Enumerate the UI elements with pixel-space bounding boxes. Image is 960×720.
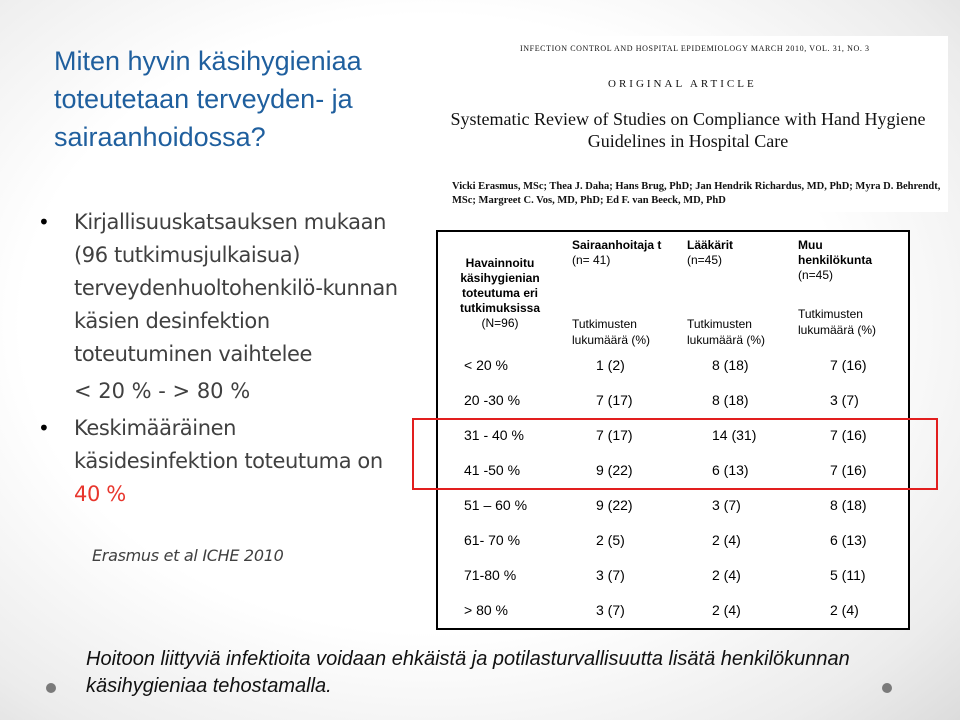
cell-range: 41 -50 % xyxy=(464,462,521,478)
cell-doctors: 8 (18) xyxy=(712,357,749,373)
cell-nurses: 7 (17) xyxy=(596,392,633,408)
cell-range: 71-80 % xyxy=(464,567,517,583)
cell-other: 2 (4) xyxy=(830,602,859,618)
cell-range: 61- 70 % xyxy=(464,532,521,548)
highlight-value: 40 % xyxy=(74,482,126,506)
cell-other: 8 (18) xyxy=(830,497,867,513)
cell-doctors: 3 (7) xyxy=(712,497,741,513)
cell-range: > 80 % xyxy=(464,602,508,618)
cell-nurses: 1 (2) xyxy=(596,357,625,373)
table-header-doctors xyxy=(687,238,777,268)
table-row xyxy=(438,383,908,418)
header-label: Lääkärit xyxy=(687,238,734,252)
bullet-item xyxy=(38,412,398,511)
header-count: (n=45) xyxy=(798,268,834,282)
cell-doctors: 2 (4) xyxy=(712,567,741,583)
footer-dot-icon xyxy=(46,683,56,693)
cell-other: 3 (7) xyxy=(830,392,859,408)
footer-dot-icon xyxy=(882,683,892,693)
cell-other: 5 (11) xyxy=(830,567,866,583)
cell-range: 31 - 40 % xyxy=(464,427,524,443)
cell-nurses: 9 (22) xyxy=(596,462,633,478)
cell-doctors: 2 (4) xyxy=(712,602,741,618)
header-count: (n=45) xyxy=(687,253,723,267)
table-row xyxy=(438,488,908,523)
cell-other: 7 (16) xyxy=(830,427,867,443)
bullet-dot-icon: • xyxy=(38,210,50,234)
header-count: (n= 41) xyxy=(572,253,611,267)
cell-doctors: 2 (4) xyxy=(712,532,741,548)
subheader-study-count: Tutkimusten lukumäärä (%) xyxy=(687,317,766,347)
footer-note: Hoitoon liittyviä infektioita voidaan ehkäistä ja potilasturvallisuutta lisätä henkilökunnan käsihygieniaa tehostamalla. xyxy=(86,648,850,697)
cell-doctors: 14 (31) xyxy=(712,427,757,443)
table-row xyxy=(438,593,908,628)
header-count: (N=96) xyxy=(481,316,519,330)
article-authors: Vicki Erasmus, MSc; Thea J. Daha; Hans Brug, PhD; Jan Hendrik Richardus, MD, PhD; Myra D. Behrendt, MSc; Margreet C. Vos, MD, PhD; Ed F. van Beeck, MD, PhD xyxy=(452,181,941,206)
table-row xyxy=(438,348,908,383)
article-type: ORIGINAL ARTICLE xyxy=(608,78,757,90)
cell-doctors: 6 (13) xyxy=(712,462,749,478)
subheader-study-count: Tutkimusten lukumäärä (%) xyxy=(572,317,651,347)
cell-other: 7 (16) xyxy=(830,462,867,478)
table-header-observed xyxy=(448,256,552,331)
journal-line: INFECTION CONTROL AND HOSPITAL EPIDEMIOLOGY MARCH 2010, VOL. 31, NO. 3 xyxy=(520,44,870,53)
cell-nurses: 9 (22) xyxy=(596,497,633,513)
bullet-text: Kirjallisuuskatsauksen mukaan (96 tutkimusjulkaisua) terveydenhuoltohenkilö-kunnan käsien desinfektion toteutuminen vaihtelee xyxy=(74,210,398,366)
cell-nurses: 3 (7) xyxy=(596,602,625,618)
range-line: < 20 % - > 80 % xyxy=(74,379,251,403)
cell-nurses: 3 (7) xyxy=(596,567,625,583)
table-row xyxy=(438,558,908,593)
cell-range: 51 – 60 % xyxy=(464,497,528,513)
table-row xyxy=(438,523,908,558)
article-header-image xyxy=(408,36,948,212)
cell-range: 20 -30 % xyxy=(464,392,521,408)
table-header-nurses xyxy=(572,238,668,268)
header-label: Sairaanhoitaja t xyxy=(572,238,662,252)
cell-doctors: 8 (18) xyxy=(712,392,749,408)
slide-title: Miten hyvin käsihygieniaa toteutetaan terveyden- ja sairaanhoidossa? xyxy=(54,46,362,152)
bullet-item xyxy=(38,206,398,371)
cell-other: 6 (13) xyxy=(830,532,867,548)
article-title: Systematic Review of Studies on Compliance with Hand Hygiene Guidelines in Hospital Care xyxy=(450,109,926,151)
cell-other: 7 (16) xyxy=(830,357,867,373)
highlight-box xyxy=(412,418,938,490)
bullet-text: Keskimääräinen käsidesinfektion toteutuma on xyxy=(74,416,383,473)
cell-nurses: 2 (5) xyxy=(596,532,625,548)
table-header-other-staff xyxy=(798,238,894,283)
bullet-dot-icon: • xyxy=(38,416,50,440)
bullet-list xyxy=(38,206,398,511)
header-label: Havainnoitu käsihygienian toteutuma eri tutkimuksissa xyxy=(459,256,541,315)
citation: Erasmus et al ICHE 2010 xyxy=(92,546,284,565)
cell-range: < 20 % xyxy=(464,357,508,373)
header-label: Muu henkilökunta xyxy=(798,238,873,267)
cell-nurses: 7 (17) xyxy=(596,427,633,443)
subheader-study-count: Tutkimusten lukumäärä (%) xyxy=(798,307,877,337)
